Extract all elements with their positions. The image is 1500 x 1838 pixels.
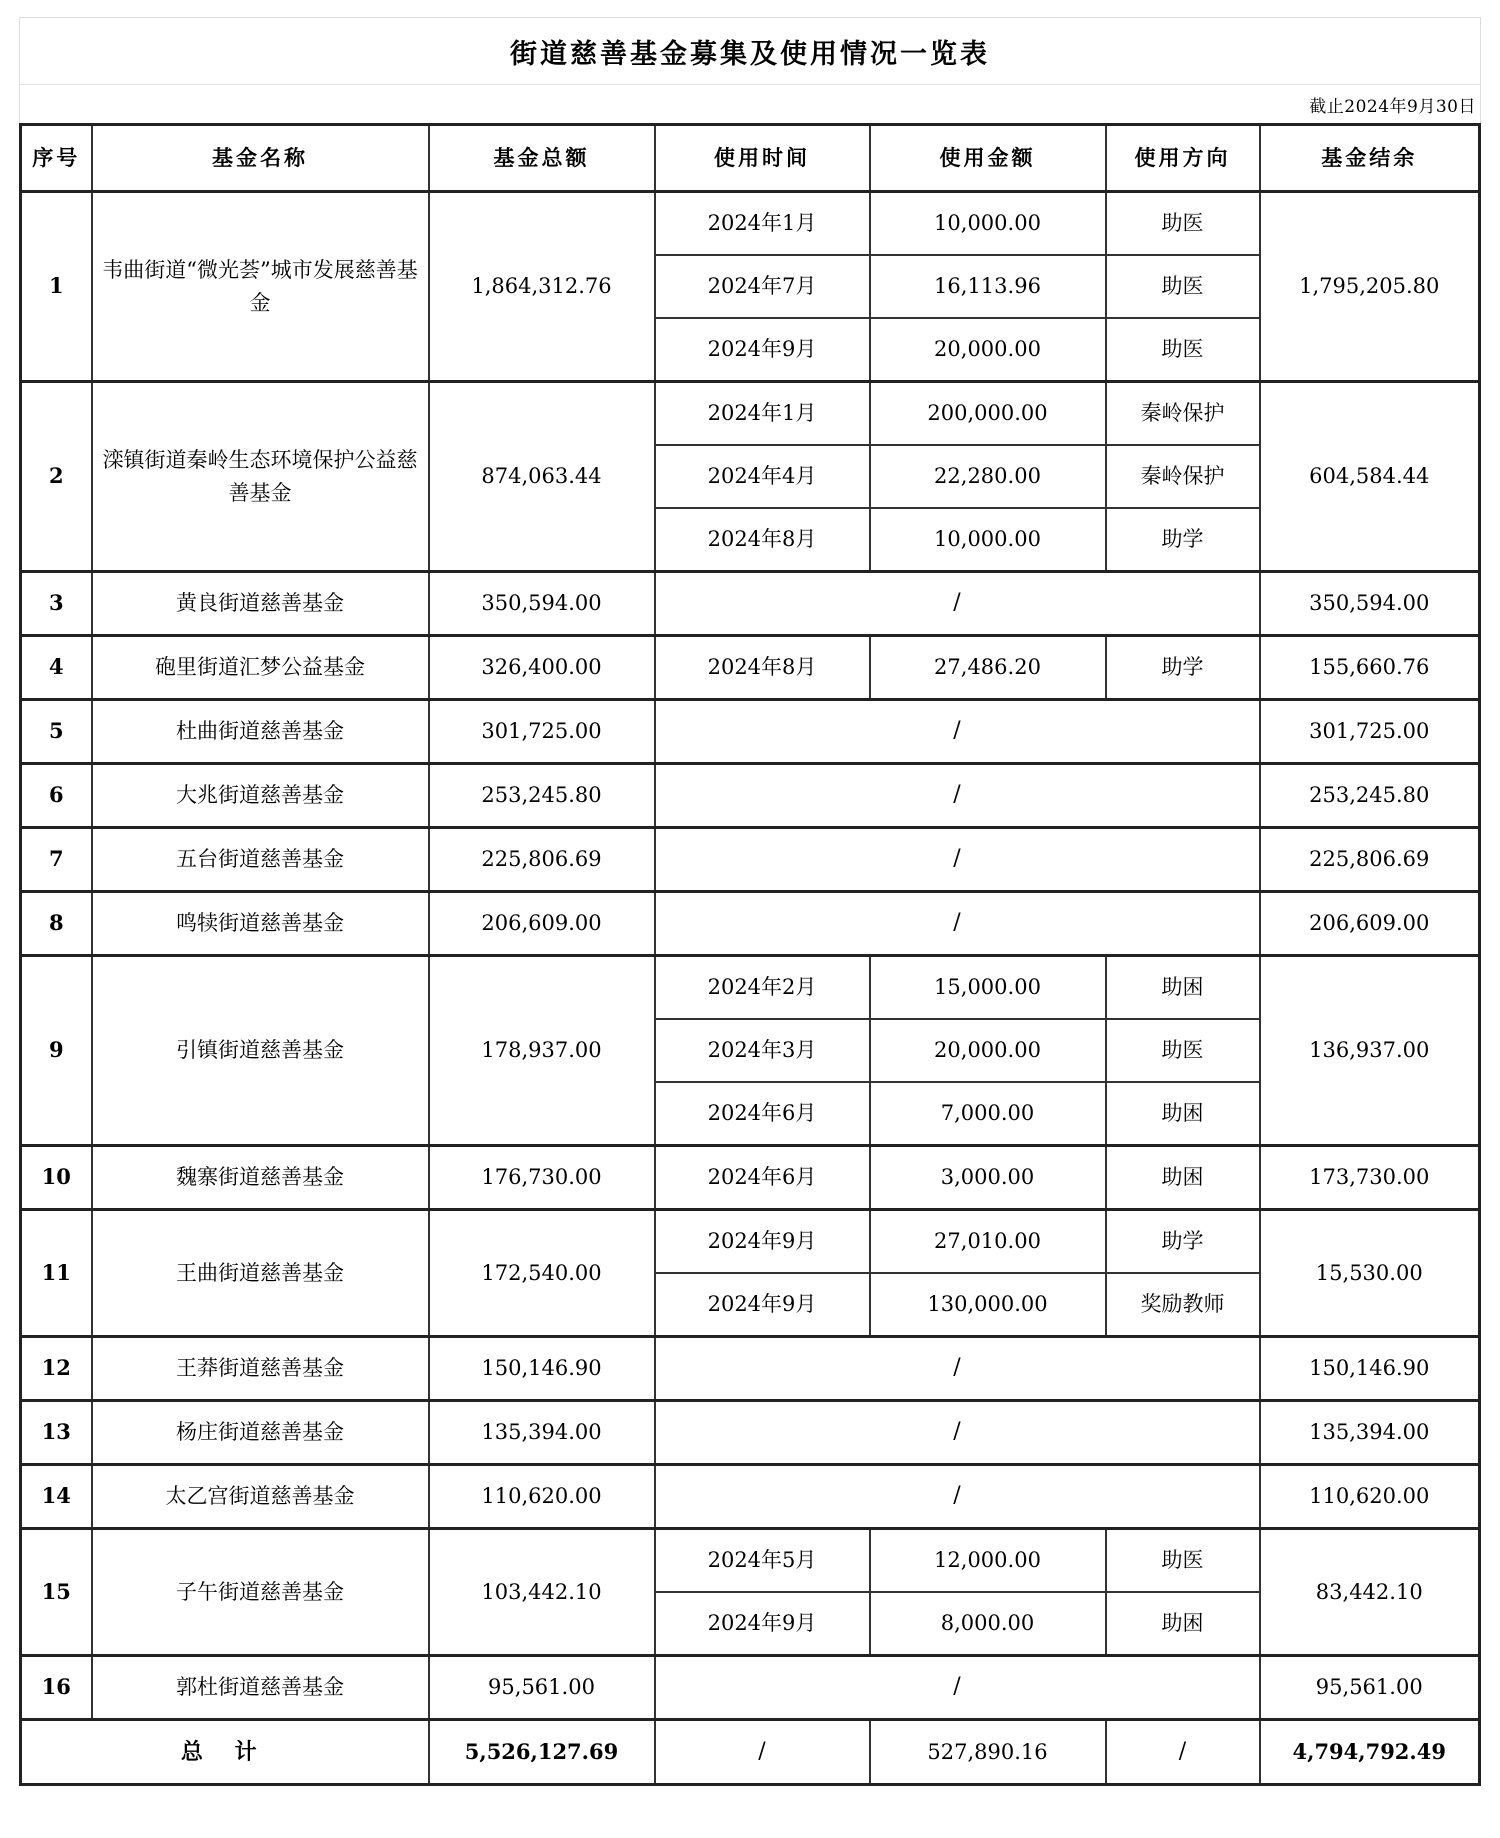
usage-direction: 助医: [1106, 1019, 1260, 1082]
total-row: [21, 1720, 1480, 1785]
usage-direction: 助困: [1106, 1082, 1260, 1146]
usage-time: 2024年8月: [655, 508, 870, 572]
fund-balance: 1,795,205.80: [1260, 192, 1480, 382]
fund-total: 1,864,312.76: [429, 192, 655, 382]
total-usage-direction: /: [1106, 1720, 1260, 1785]
column-header: 使用时间: [655, 125, 870, 192]
table-row: [21, 1146, 1480, 1210]
fund-total: 206,609.00: [429, 892, 655, 956]
usage-time: 2024年6月: [655, 1146, 870, 1210]
fund-balance: 135,394.00: [1260, 1401, 1480, 1465]
usage-empty: /: [655, 1401, 1260, 1465]
fund-name: 杨庄街道慈善基金: [92, 1401, 429, 1465]
fund-name: 五台街道慈善基金: [92, 828, 429, 892]
fund-balance: 110,620.00: [1260, 1465, 1480, 1529]
page-title: 街道慈善基金募集及使用情况一览表: [20, 18, 1480, 85]
fund-balance: 173,730.00: [1260, 1146, 1480, 1210]
usage-amount: 16,113.96: [870, 255, 1106, 318]
usage-time: 2024年9月: [655, 318, 870, 382]
fund-name: 滦镇街道秦岭生态环境保护公益慈善基金: [92, 382, 429, 572]
row-number: 14: [21, 1465, 92, 1529]
fund-total: 176,730.00: [429, 1146, 655, 1210]
row-number: 1: [21, 192, 92, 382]
usage-amount: 3,000.00: [870, 1146, 1106, 1210]
fund-balance: 225,806.69: [1260, 828, 1480, 892]
table-row: [21, 382, 1480, 446]
fund-name: 韦曲街道“微光荟”城市发展慈善基金: [92, 192, 429, 382]
usage-time: 2024年9月: [655, 1210, 870, 1274]
total-label: 总 计: [21, 1720, 429, 1785]
usage-time: 2024年6月: [655, 1082, 870, 1146]
total-usage-amount: 527,890.16: [870, 1720, 1106, 1785]
usage-time: 2024年1月: [655, 192, 870, 256]
fund-total: 103,442.10: [429, 1529, 655, 1656]
total-balance: 4,794,792.49: [1260, 1720, 1480, 1785]
table-row: [21, 192, 1480, 256]
fund-total: 301,725.00: [429, 700, 655, 764]
usage-direction: 助困: [1106, 1146, 1260, 1210]
table-row: [21, 956, 1480, 1020]
fund-name: 大兆街道慈善基金: [92, 764, 429, 828]
fund-name: 子午街道慈善基金: [92, 1529, 429, 1656]
row-number: 5: [21, 700, 92, 764]
usage-time: 2024年8月: [655, 636, 870, 700]
usage-amount: 22,280.00: [870, 445, 1106, 508]
usage-empty: /: [655, 1465, 1260, 1529]
fund-balance: 253,245.80: [1260, 764, 1480, 828]
as-of-date: 截止2024年9月30日: [1309, 96, 1476, 117]
fund-total: 110,620.00: [429, 1465, 655, 1529]
fund-balance: 83,442.10: [1260, 1529, 1480, 1656]
row-number: 9: [21, 956, 92, 1146]
usage-empty: /: [655, 828, 1260, 892]
fund-total: 135,394.00: [429, 1401, 655, 1465]
fund-name: 魏寨街道慈善基金: [92, 1146, 429, 1210]
row-number: 8: [21, 892, 92, 956]
usage-amount: 200,000.00: [870, 382, 1106, 446]
fund-balance: 206,609.00: [1260, 892, 1480, 956]
title-block: [19, 17, 1481, 123]
usage-empty: /: [655, 764, 1260, 828]
fund-balance: 150,146.90: [1260, 1337, 1480, 1401]
usage-empty: /: [655, 700, 1260, 764]
usage-direction: 秦岭保护: [1106, 382, 1260, 446]
column-header: 基金结余: [1260, 125, 1480, 192]
fund-total: 350,594.00: [429, 572, 655, 636]
usage-empty: /: [655, 1337, 1260, 1401]
row-number: 7: [21, 828, 92, 892]
table-row: [21, 764, 1480, 828]
table-row: [21, 1656, 1480, 1720]
usage-direction: 秦岭保护: [1106, 445, 1260, 508]
usage-empty: /: [655, 572, 1260, 636]
row-number: 2: [21, 382, 92, 572]
usage-amount: 27,486.20: [870, 636, 1106, 700]
table-row: [21, 1465, 1480, 1529]
table-row: [21, 1529, 1480, 1593]
fund-total: 326,400.00: [429, 636, 655, 700]
usage-amount: 12,000.00: [870, 1529, 1106, 1593]
usage-amount: 10,000.00: [870, 508, 1106, 572]
usage-amount: 20,000.00: [870, 1019, 1106, 1082]
usage-direction: 助学: [1106, 508, 1260, 572]
fund-name: 杜曲街道慈善基金: [92, 700, 429, 764]
fund-table-sheet: [19, 17, 1481, 1786]
row-number: 4: [21, 636, 92, 700]
fund-balance: 95,561.00: [1260, 1656, 1480, 1720]
usage-direction: 助医: [1106, 1529, 1260, 1593]
fund-name: 砲里街道汇梦公益基金: [92, 636, 429, 700]
row-number: 11: [21, 1210, 92, 1337]
usage-direction: 助医: [1106, 192, 1260, 256]
usage-amount: 10,000.00: [870, 192, 1106, 256]
usage-direction: 助医: [1106, 255, 1260, 318]
fund-total: 225,806.69: [429, 828, 655, 892]
usage-time: 2024年9月: [655, 1592, 870, 1656]
fund-name: 太乙宫街道慈善基金: [92, 1465, 429, 1529]
usage-direction: 助医: [1106, 318, 1260, 382]
fund-balance: 15,530.00: [1260, 1210, 1480, 1337]
row-number: 6: [21, 764, 92, 828]
column-header: 使用金额: [870, 125, 1106, 192]
fund-name: 黄良街道慈善基金: [92, 572, 429, 636]
header-row: [21, 125, 1480, 192]
usage-amount: 8,000.00: [870, 1592, 1106, 1656]
fund-balance: 301,725.00: [1260, 700, 1480, 764]
fund-balance: 136,937.00: [1260, 956, 1480, 1146]
usage-amount: 20,000.00: [870, 318, 1106, 382]
usage-time: 2024年5月: [655, 1529, 870, 1593]
column-header: 序号: [21, 125, 92, 192]
usage-direction: 助困: [1106, 956, 1260, 1020]
fund-total: 95,561.00: [429, 1656, 655, 1720]
table-row: [21, 1401, 1480, 1465]
fund-total: 178,937.00: [429, 956, 655, 1146]
fund-name: 郭杜街道慈善基金: [92, 1656, 429, 1720]
column-header: 基金总额: [429, 125, 655, 192]
table-row: [21, 1337, 1480, 1401]
fund-name: 鸣犊街道慈善基金: [92, 892, 429, 956]
table-row: [21, 892, 1480, 956]
usage-amount: 7,000.00: [870, 1082, 1106, 1146]
row-number: 10: [21, 1146, 92, 1210]
usage-time: 2024年4月: [655, 445, 870, 508]
row-number: 12: [21, 1337, 92, 1401]
table-row: [21, 572, 1480, 636]
fund-balance: 604,584.44: [1260, 382, 1480, 572]
usage-direction: 助学: [1106, 1210, 1260, 1274]
usage-empty: /: [655, 1656, 1260, 1720]
table-row: [21, 1210, 1480, 1274]
total-usage-time: /: [655, 1720, 870, 1785]
fund-total: 874,063.44: [429, 382, 655, 572]
column-header: 使用方向: [1106, 125, 1260, 192]
fund-balance: 350,594.00: [1260, 572, 1480, 636]
usage-amount: 27,010.00: [870, 1210, 1106, 1274]
fund-total: 253,245.80: [429, 764, 655, 828]
usage-amount: 130,000.00: [870, 1273, 1106, 1337]
fund-name: 王曲街道慈善基金: [92, 1210, 429, 1337]
row-number: 16: [21, 1656, 92, 1720]
usage-direction: 助困: [1106, 1592, 1260, 1656]
usage-time: 2024年1月: [655, 382, 870, 446]
fund-name: 引镇街道慈善基金: [92, 956, 429, 1146]
usage-direction: 助学: [1106, 636, 1260, 700]
usage-time: 2024年9月: [655, 1273, 870, 1337]
fund-table: [19, 123, 1481, 1786]
table-row: [21, 700, 1480, 764]
fund-total: 150,146.90: [429, 1337, 655, 1401]
usage-time: 2024年2月: [655, 956, 870, 1020]
usage-time: 2024年7月: [655, 255, 870, 318]
fund-name: 王莽街道慈善基金: [92, 1337, 429, 1401]
fund-total: 172,540.00: [429, 1210, 655, 1337]
row-number: 3: [21, 572, 92, 636]
usage-time: 2024年3月: [655, 1019, 870, 1082]
usage-empty: /: [655, 892, 1260, 956]
row-number: 13: [21, 1401, 92, 1465]
table-row: [21, 828, 1480, 892]
usage-direction: 奖励教师: [1106, 1273, 1260, 1337]
row-number: 15: [21, 1529, 92, 1656]
table-body: [21, 192, 1480, 1720]
total-fund-amount: 5,526,127.69: [429, 1720, 655, 1785]
usage-amount: 15,000.00: [870, 956, 1106, 1020]
fund-balance: 155,660.76: [1260, 636, 1480, 700]
column-header: 基金名称: [92, 125, 429, 192]
table-row: [21, 636, 1480, 700]
